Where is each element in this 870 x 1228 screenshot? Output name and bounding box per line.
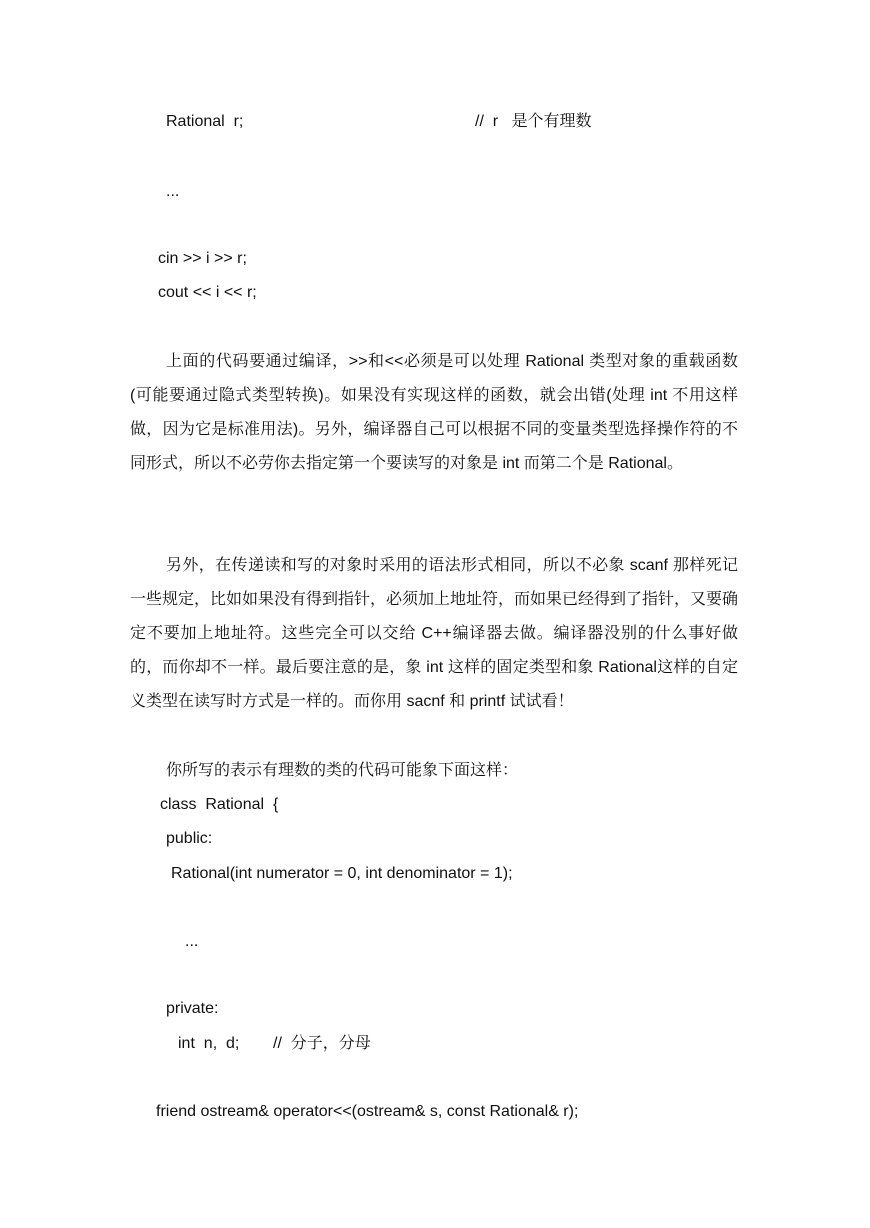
paragraph-1-text: 上面的代码要通过编译，>>和<<必须是可以处理 Rational 类型对象的重载函数(可能要通过隐式类型转换)。如果没有实现这样的函数，就会出错(处理 int 不用这样做，因为它是标准用法)。另外，编译器自己可以根据不同的变量类型选择操作符的不同形式，所以不必劳你去指定第一个要读写的对象是 int 而第二个是 Rational。: [130, 353, 738, 472]
paragraph-2: [130, 549, 738, 719]
class-intro: 你所写的表示有理数的类的代码可能象下面这样：: [166, 762, 519, 779]
code-friend: friend ostream& operator<<(ostream& s, const Rational& r);: [156, 1103, 579, 1120]
code-cin: cin >> i >> r;: [158, 250, 247, 267]
code-public: public:: [166, 830, 213, 847]
code-class-ellipsis: ...: [185, 933, 199, 950]
paragraph-1: [130, 345, 738, 481]
code-members: int n, d;: [178, 1035, 240, 1052]
code-class-decl: class Rational {: [160, 796, 279, 813]
code-cout: cout << i << r;: [158, 284, 257, 301]
code-members-comment: // 分子，分母: [273, 1035, 371, 1052]
code-private: private:: [166, 1000, 219, 1017]
code-decl: Rational r;: [166, 113, 244, 130]
paragraph-2-text: 另外，在传递读和写的对象时采用的语法形式相同，所以不必象 scanf 那样死记一些规定，比如如果没有得到指针，必须加上地址符，而如果已经得到了指针，又要确定不要加上地址符。这些完全可以交给 C++编译器去做。编译器没别的什么事好做的，而你却不一样。最后要注意的是，象 int 这样的固定类型和象 Rational这样的自定义类型在读写时方式是一样的。而你用 sacnf 和 printf 试试看！: [130, 557, 739, 710]
code-decl-comment: // r 是个有理数: [475, 113, 592, 130]
code-ellipsis: ...: [166, 183, 180, 200]
code-ctor: Rational(int numerator = 0, int denominator = 1);: [171, 865, 513, 882]
